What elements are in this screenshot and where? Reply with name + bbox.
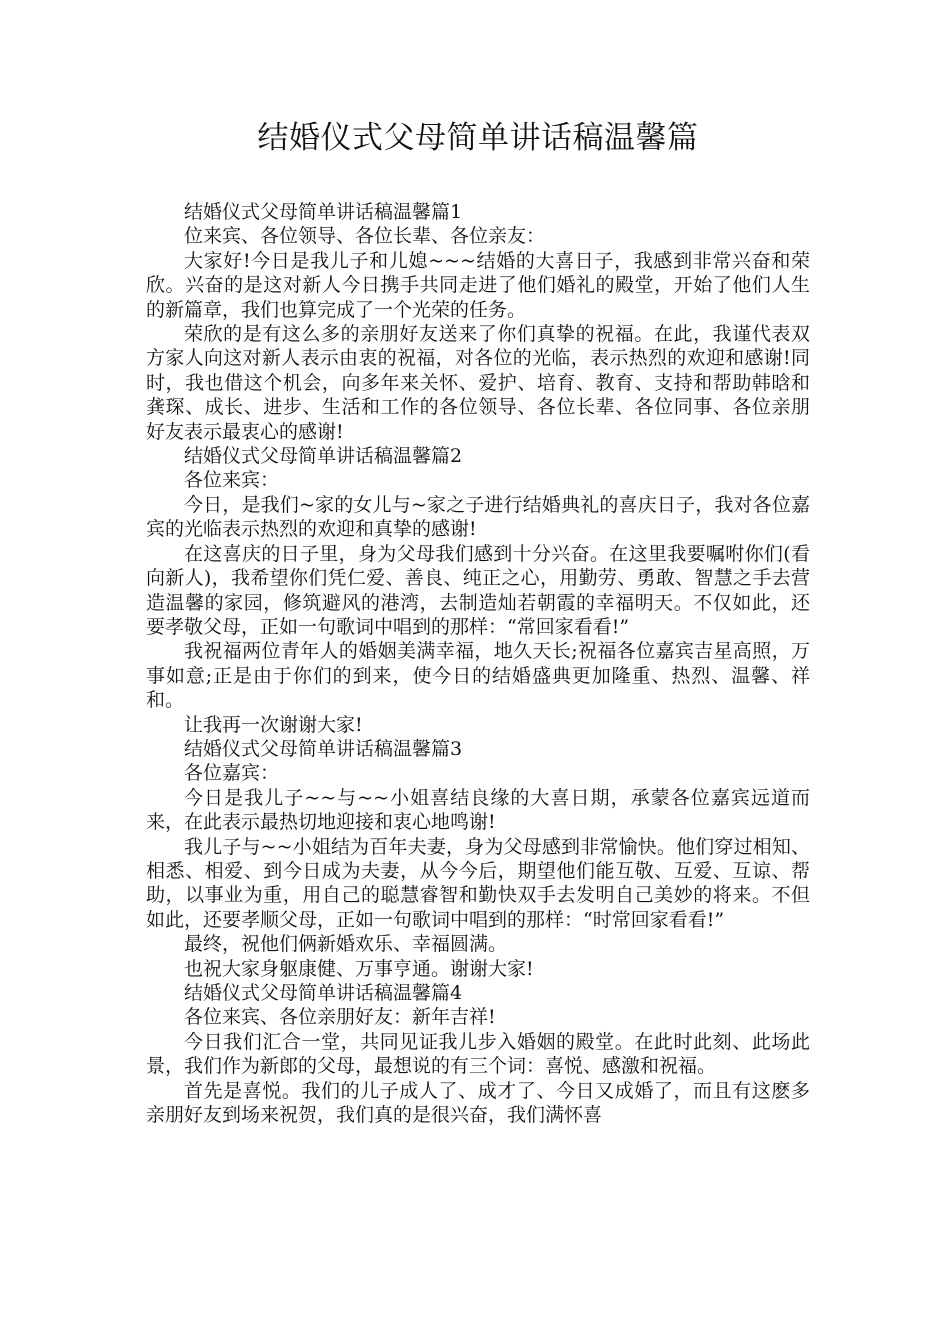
paragraph: 大家好!今日是我儿子和儿媳~~~结婚的大喜日子，我感到非常兴奋和荣欣。兴奋的是这对新人今日携手共同走进了他们婚礼的殿堂，开始了他们人生的新篇章，我们也算完成了一个光荣的任务。: [146, 249, 810, 321]
section-heading-3: 结婚仪式父母简单讲话稿温馨篇3: [184, 737, 463, 760]
paragraph: 今日，是我们~家的女儿与~家之子进行结婚典礼的喜庆日子，我对各位嘉宾的光临表示热烈的欢迎和真挚的感谢!: [146, 493, 810, 541]
section-heading-1: 结婚仪式父母简单讲话稿温馨篇1: [184, 201, 463, 223]
section-heading-4: 结婚仪式父母简单讲话稿温馨篇4: [184, 982, 463, 1004]
paragraph: 各位来宾：: [184, 469, 280, 492]
paragraph: 各位来宾、各位亲朋好友：新年吉祥!: [184, 1006, 496, 1029]
section-heading-2: 结婚仪式父母简单讲话稿温馨篇2: [184, 445, 463, 468]
document-title: 结婚仪式父母简单讲话稿温馨篇: [257, 120, 699, 156]
paragraph: 在这喜庆的日子里，身为父母我们感到十分兴奋。在这里我要嘱咐你们(看向新人)，我希望你们凭仁爱、善良、纯正之心，用勤劳、勇敢、智慧之手去营造温馨的家园，修筑避风的港湾，去制造灿若朝霞的幸福明天。不仅如此，还要孝敬父母，正如一句歌词中唱到的那样：“常回家看看!”: [146, 542, 810, 638]
paragraph: 各位嘉宾：: [184, 762, 280, 785]
paragraph: 我儿子与~~小姐结为百年夫妻，身为父母感到非常愉快。他们穿过相知、相悉、相爱、到今日成为夫妻，从今今后，期望他们能互敬、互爱、互谅、帮助，以事业为重，用自己的聪慧睿智和勤快双手去发明自己美妙的将来。不但如此，还要孝顺父母，正如一句歌词中唱到的那样：“时常回家看看!”: [146, 835, 810, 931]
paragraph: 让我再一次谢谢大家!: [184, 713, 363, 736]
paragraph: 位来宾、各位领导、各位长辈、各位亲友：: [184, 225, 546, 248]
document-page: [146, 118, 810, 1127]
paragraph: 也祝大家身躯康健、万事亨通。谢谢大家!: [184, 957, 534, 980]
paragraph: 最终，祝他们俩新婚欢乐、幸福圆满。: [184, 933, 508, 956]
paragraph: 今日是我儿子~~与~~小姐喜结良缘的大喜日期，承蒙各位嘉宾远道而来，在此表示最热切地迎接和衷心地鸣谢!: [146, 786, 810, 834]
document-body: [146, 200, 810, 1127]
paragraph: 首先是喜悦。我们的儿子成人了、成才了、今日又成婚了，而且有这麽多亲朋好友到场来祝贺，我们真的是很兴奋，我们满怀喜: [146, 1079, 810, 1127]
paragraph: 荣欣的是有这么多的亲朋好友送来了你们真挚的祝福。在此，我谨代表双方家人向这对新人表示由衷的祝福，对各位的光临，表示热烈的欢迎和感谢!同时，我也借这个机会，向多年来关怀、爱护、培育、教育、支持和帮助韩晗和龚琛、成长、进步、生活和工作的各位领导、各位长辈、各位同事、各位亲朋好友表示最衷心的感谢!: [146, 323, 810, 443]
paragraph: 今日我们汇合一堂，共同见证我儿步入婚姻的殿堂。在此时此刻、此场此景，我们作为新郎的父母，最想说的有三个词：喜悦、感激和祝福。: [146, 1030, 810, 1078]
paragraph: 我祝福两位青年人的婚姻美满幸福，地久天长;祝福各位嘉宾吉星高照，万事如意;正是由于你们的到来，使今日的结婚盛典更加隆重、热烈、温馨、祥和。: [146, 640, 810, 712]
